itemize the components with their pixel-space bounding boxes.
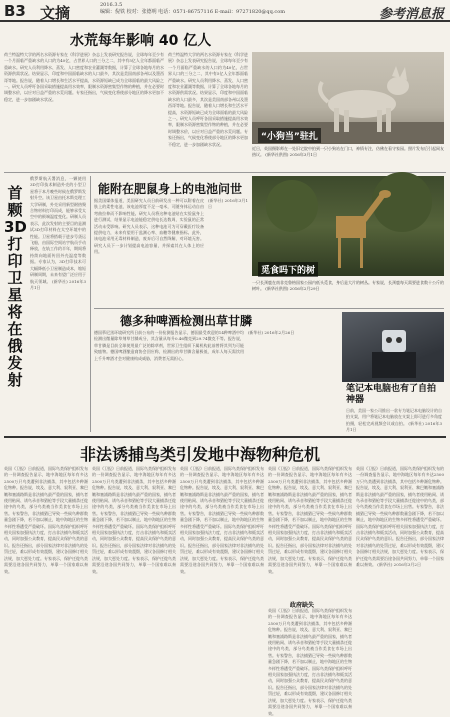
birds-body-col3: 英国《卫报》日前报道，国际鸟类保护组织发布的一份调查报告显示，地中海地区每年有多达2500万只鸟类遭到非法捕杀，其中包括多种濒危物种。报告说，埃及、意大利、叙利亚、黎巴嫩和塞浦路斯是非法捕鸟最严重的国家，捕鸟者使用粘网、诱鸟录音和猎枪等手段大量捕杀迁徙途中的鸟类，部分鸟类被当作美食在市场上出售。专家警告，非法捕猎已导致一些候鸟种群数量急剧下降，若不加以制止，地中海地区的生物多样性将遭受严重破坏。国际鸟类保护组织呼吁相关国家加强执法力度，打击非法捕鸟和贩卖活动，同时加强公众教育，提高民众保护鸟类的意识。报告还指出，部分国家法律对非法捕鸟的处罚过轻，难以形成有效震慑，建议各国修订相关法规，加大惩处力度。专家表示，保护迁徙鸟类需要沿途各国共同努力，单靠一个国家难以奏效。	[180, 466, 264, 574]
birds-body-col5	[356, 466, 444, 634]
masthead-meta	[100, 2, 285, 16]
robot-headline: 笔记本电脑也有了自拍神器	[346, 384, 437, 405]
divider-3	[4, 436, 446, 438]
birds-body-col4: 英国《卫报》日前报道，国际鸟类保护组织发布的一份调查报告显示，地中海地区每年有多达2500万只鸟类遭到非法捕杀，其中包括多种濒危物种。报告说，埃及、意大利、叙利亚、黎巴嫩和塞浦路斯是非法捕鸟最严重的国家，捕鸟者使用粘网、诱鸟录音和猎枪等手段大量捕杀迁徙途中的鸟类，部分鸟类被当作美食在市场上出售。专家警告，非法捕猎已导致一些候鸟种群数量急剧下降，若不加以制止，地中海地区的生物多样性将遭受严重破坏。国际鸟类保护组织呼吁相关国家加强执法力度，打击非法捕鸟和贩卖活动，同时加强公众教育，提高民众保护鸟类的意识。报告还指出，部分国家法律对非法捕鸟的处罚过轻，难以形成有效震慑，建议各国修订相关法规，加大惩处力度。专家表示，保护迁徙鸟类需要沿途各国共同努力，单靠一个国家难以奏效。	[268, 466, 352, 574]
section-title: 文摘	[40, 4, 71, 22]
printing-source: (新华社) 2016年3月1日	[30, 278, 87, 290]
robot-photo	[342, 312, 444, 382]
battery-source: (新华社) 2016年3月1日	[208, 198, 248, 210]
divider-1	[4, 172, 446, 173]
drought-headline: 水荒每年影响 40 亿人	[70, 33, 212, 49]
birds-source: (新华社) 2016年3月2日	[377, 562, 421, 568]
drought-body: 荷兰特温特大学的两名水资源专家在《科学进展》杂志上发表研究报告说，全球每年至少有一个月面临严重缺水的人口约为40亿，占世界人口的三分之二，其中有5亿人全年都面临严重缺水。研究人员利用降水、蒸发、人口密度和农业灌溉等数据，计算了全球各地每月的水资源供需状况。结果显示，印度和中国面临缺水的人口最多，其次是美国南部各州以及墨西哥等地。报告说，随着人口增长和生活水平提高，水资源短缺已成为全球面临的最大风险之一。研究人员呼吁各国采取措施提高用水效率，限制水资源密集型作物的种植，并在必要时调整水价，以应对日益严重的水荒问题。专家还指出，气候变化将使部分地区的降水更加不稳定，进一步加剧缺水状况。	[4, 52, 164, 102]
giraffe-caption	[252, 280, 444, 306]
robot-body	[346, 408, 442, 434]
dog-photo-label: “小狗当”驻扎	[258, 128, 321, 143]
beer-source: (新华社) 2016年2月26日	[248, 330, 295, 335]
divider-v1	[90, 176, 91, 432]
masthead	[0, 0, 450, 22]
robot-icon	[342, 312, 444, 382]
birds-subtitle: 政府缺失	[290, 602, 315, 609]
birds-body-col5-text: 英国《卫报》日前报道，国际鸟类保护组织发布的一份调查报告显示，地中海地区每年有多达2500万只鸟类遭到非法捕杀，其中包括多种濒危物种。报告说，埃及、意大利、叙利亚、黎巴嫩和塞浦路斯是非法捕鸟最严重的国家，捕鸟者使用粘网、诱鸟录音和猎枪等手段大量捕杀迁徙途中的鸟类，部分鸟类被当作美食在市场上出售。专家警告，非法捕猎已导致一些候鸟种群数量急剧下降，若不加以制止，地中海地区的生物多样性将遭受严重破坏。国际鸟类保护组织呼吁相关国家加强执法力度，打击非法捕鸟和贩卖活动，同时加强公众教育，提高民众保护鸟类的意识。报告还指出，部分国家法律对非法捕鸟的处罚过轻，难以形成有效震慑，建议各国修订相关法规，加大惩处力度。专家表示，保护迁徙鸟类需要沿途各国共同努力，单靠一个国家难以奏效。	[356, 466, 444, 568]
printing-body-text: 俄罗斯航天署消息，一颗使用3D打印技术制造外壳的小型卫星将于本月晚些时候在俄罗斯发射升空。该卫星由托木斯克理工大学研制，外壳采用新型耐热聚合物材料打印而成，能够承受太空中的极端温度变化。研制人员表示，此次发射的主要目的是测试3D打印材料在太空环境中的性能。卫星将搭载于进步号货运飞船，由国际空间站宇航员手动释放，在轨工作约半年，期间将持续向地面传回外壳温度等数据。专家认为，3D打印技术可大幅降低小卫星制造成本，缩短研制周期，未来有望广泛应用于航天领域。	[30, 176, 86, 284]
giraffe-icon	[252, 176, 444, 276]
beer-body-2	[248, 330, 338, 430]
beer-body: 德国慕尼黑环境研究所日前公布的一份检测报告显示，德国最受欢迎的14种啤酒中均检测出微量除草剂草甘膦成分，其含量从每升0.46微克到29.74微克不等。报告说，草甘膦是目前全球使用最广泛的除草剂，世界卫生组织下属机构此前曾将其列为可能致癌物。德国啤酒酿造商协会回应称，检测出的草甘膦含量极低，成年人每天需饮用上千升啤酒才会对健康构成威胁，消费者无需担心。	[94, 330, 244, 361]
battery-body-2	[208, 198, 248, 274]
birds-body-col2: 英国《卫报》日前报道，国际鸟类保护组织发布的一份调查报告显示，地中海地区每年有多达2500万只鸟类遭到非法捕杀，其中包括多种濒危物种。报告说，埃及、意大利、叙利亚、黎巴嫩和塞浦路斯是非法捕鸟最严重的国家，捕鸟者使用粘网、诱鸟录音和猎枪等手段大量捕杀迁徙途中的鸟类，部分鸟类被当作美食在市场上出售。专家警告，非法捕猎已导致一些候鸟种群数量急剧下降，若不加以制止，地中海地区的生物多样性将遭受严重破坏。国际鸟类保护组织呼吁相关国家加强执法力度，打击非法捕鸟和贩卖活动，同时加强公众教育，提高民众保护鸟类的意识。报告还指出，部分国家法律对非法捕鸟的处罚过轻，难以形成有效震慑，建议各国修订相关法规，加大惩处力度。专家表示，保护迁徙鸟类需要沿途各国共同努力，单靠一个国家难以奏效。	[92, 466, 176, 574]
masthead-date: 2016.3.5	[100, 2, 123, 8]
robot-source: (新华社) 2016年3月1日	[346, 420, 442, 433]
drought-body-2: 荷兰特温特大学的两名水资源专家在《科学进展》杂志上发表研究报告说，全球每年至少有一个月面临严重缺水的人口约为40亿，占世界人口的三分之二，其中有5亿人全年都面临严重缺水。研究人员利用降水、蒸发、人口密度和农业灌溉等数据，计算了全球各地每月的水资源供需状况。结果显示，印度和中国面临缺水的人口最多，其次是美国南部各州以及墨西哥等地。报告说，随着人口增长和生活水平提高，水资源短缺已成为全球面临的最大风险之一。研究人员呼吁各国采取措施提高用水效率，限制水资源密集型作物的种植，并在必要时调整水价，以应对日益严重的水荒问题。专家还指出，气候变化将使部分地区的降水更加不稳定，进一步加剧缺水状况。	[168, 52, 248, 147]
robot-body-text: 日前，美国一家公司推出一款专为笔记本电脑设计的自拍支架，用户将笔记本电脑放在支架上即可进行多角度拍摄，轻松完成视频会议或自拍。	[346, 408, 442, 426]
printing-headline: 首颗3D打印卫星将在俄发射	[4, 184, 27, 389]
giraffe-photo	[252, 176, 444, 276]
dog-caption-text: 近日，英国摄影师在一处旧宅院中拍到一只小狗站在门口，神情专注，仿佛在看守家园。照片发布后引起网友热议。	[252, 146, 444, 158]
masthead-contact: 编辑：倪铁 校对：张德明 电话：0571-86757116 E-mail：97271820@qq.com	[100, 9, 285, 15]
battery-body: 据美国媒体报道，美国研究人员日前研发出一种可以附着在皮肤上的柔性电池，该电池厚度不足一毫米，可随身体运动自由弯曲拉伸而不影响性能。研究人员将这种电池贴在实验鼠身上进行测试，结果显示电池能稳定供电长达数周，实验鼠的正常活动未受影响。研究人员表示，这种电池可为可穿戴医疗设备提供电力，未来有望用于监测心率、血糖等健康指标。此外，该电池采用无毒材料制造，废弃后可自然降解，对环境无害。研究人员下一步计划提高电池容量，并探索其在人体上的应用。	[94, 198, 204, 255]
birds-headline: 非法诱捕鸟类引发地中海物种危机	[80, 445, 321, 464]
birds-body-col1: 英国《卫报》日前报道，国际鸟类保护组织发布的一份调查报告显示，地中海地区每年有多达2500万只鸟类遭到非法捕杀，其中包括多种濒危物种。报告说，埃及、意大利、叙利亚、黎巴嫩和塞浦路斯是非法捕鸟最严重的国家，捕鸟者使用粘网、诱鸟录音和猎枪等手段大量捕杀迁徙途中的鸟类，部分鸟类被当作美食在市场上出售。专家警告，非法捕猎已导致一些候鸟种群数量急剧下降，若不加以制止，地中海地区的生物多样性将遭受严重破坏。国际鸟类保护组织呼吁相关国家加强执法力度，打击非法捕鸟和贩卖活动，同时加强公众教育，提高民众保护鸟类的意识。报告还指出，部分国家法律对非法捕鸟的处罚过轻，难以形成有效震慑，建议各国修订相关法规，加大惩处力度。专家表示，保护迁徙鸟类需要沿途各国共同努力，单靠一个国家难以奏效。	[4, 466, 88, 574]
beer-headline: 德多种啤酒检测出草甘膦	[120, 314, 253, 328]
dog-caption-source: (新华社供图) 2016年3月1日	[265, 152, 317, 158]
birds-body-col4b: 英国《卫报》日前报道，国际鸟类保护组织发布的一份调查报告显示，地中海地区每年有多达2500万只鸟类遭到非法捕杀，其中包括多种濒危物种。报告说，埃及、意大利、叙利亚、黎巴嫩和塞浦路斯是非法捕鸟最严重的国家，捕鸟者使用粘网、诱鸟录音和猎枪等手段大量捕杀迁徙途中的鸟类，部分鸟类被当作美食在市场上出售。专家警告，非法捕猎已导致一些候鸟种群数量急剧下降，若不加以制止，地中海地区的生物多样性将遭受严重破坏。国际鸟类保护组织呼吁相关国家加强执法力度，打击非法捕鸟和贩卖活动，同时加强公众教育，提高民众保护鸟类的意识。报告还指出，部分国家法律对非法捕鸟的处罚过轻，难以形成有效震慑，建议各国修订相关法规，加大惩处力度。专家表示，保护迁徙鸟类需要沿途各国共同努力，单靠一个国家难以奏效。	[268, 608, 352, 716]
printing-body	[30, 176, 86, 336]
giraffe-photo-label: 觅食吗下的树	[258, 262, 318, 277]
divider-2	[94, 308, 444, 309]
paper-title: 参考消息报	[378, 7, 444, 22]
page-number: B3	[4, 2, 26, 20]
dog-caption	[252, 146, 444, 168]
battery-headline: 能附在肥鼠身上的电池问世	[98, 182, 243, 196]
giraffe-caption-text: 一只长颈鹿在南非克鲁格国家公园内低头觅食，身后是大片的树丛。专家说，长颈鹿每天需要进食数十公斤的树叶。	[252, 280, 444, 292]
giraffe-caption-source: (新华社供图) 2016年2月29日	[265, 286, 320, 292]
